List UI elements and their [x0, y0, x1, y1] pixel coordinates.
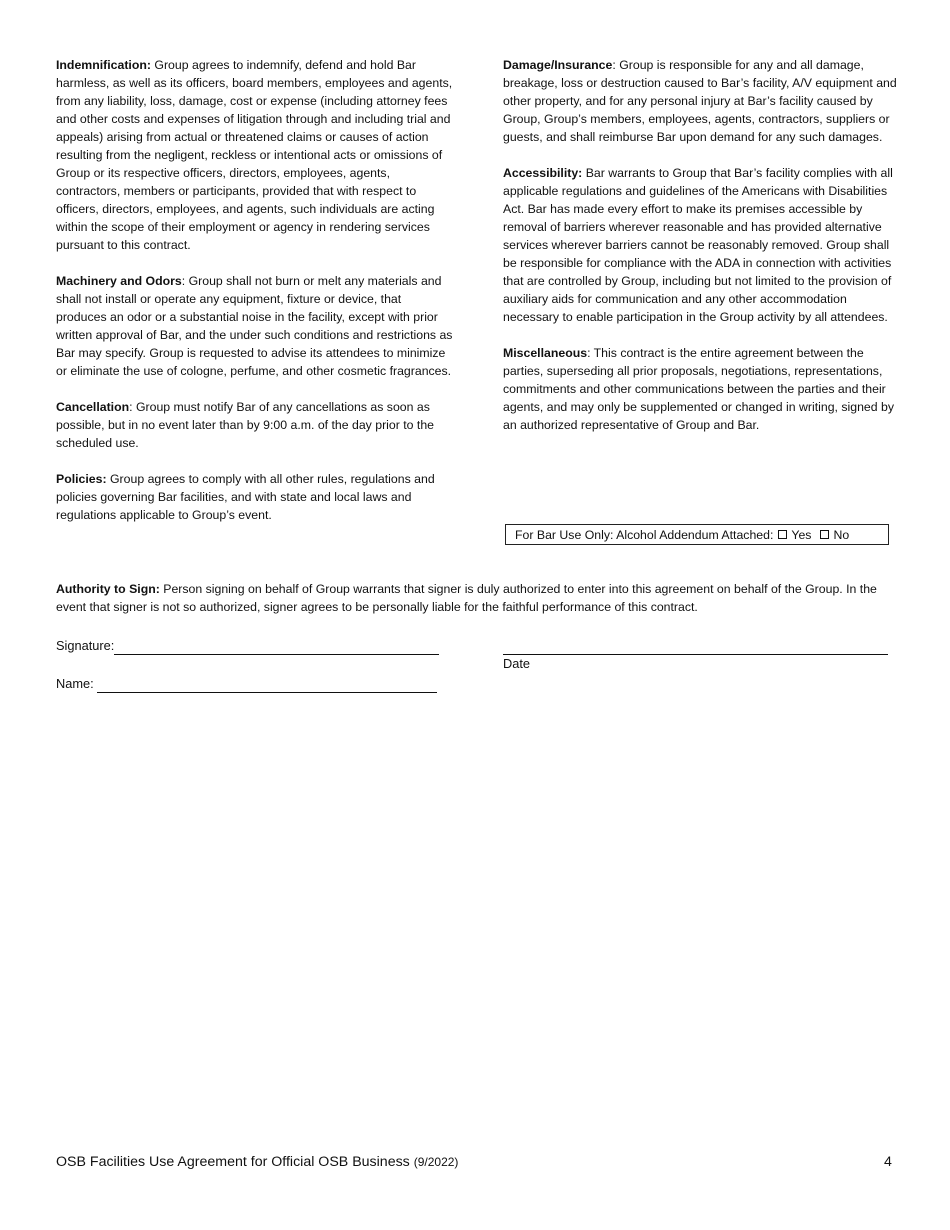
- alcohol-yes-checkbox[interactable]: [778, 530, 787, 539]
- paragraph-text: : This contract is the entire agreement between the parties, superseding all prior proposals, negotiations, representations, commitments and other communications between the parties and their agents, and may only be supplemented or changed in writing, signed by an authorized representative of Group and Bar.: [503, 346, 895, 432]
- policies-paragraph: [56, 470, 454, 524]
- name-label: Name:: [56, 676, 98, 691]
- signature-label: Signature:: [56, 638, 115, 653]
- paragraph-text: Person signing on behalf of Group warrants that signer is duly authorized to enter into this agreement on behalf of the Group. In the event that signer is not so authorized, signer agrees to be personally liable for the faithful performance of this contract.: [56, 582, 877, 614]
- alcohol-no-checkbox[interactable]: [820, 530, 829, 539]
- date-label-row: [503, 655, 530, 673]
- bar-use-label: For Bar Use Only: Alcohol Addendum Attached:: [515, 527, 774, 542]
- date-line[interactable]: [503, 636, 888, 655]
- page-number: 4: [884, 1154, 892, 1170]
- footer-document-title: OSB Facilities Use Agreement for Official OSB Business: [56, 1154, 414, 1170]
- date-label: Date: [503, 656, 531, 671]
- signature-line[interactable]: [114, 636, 439, 655]
- paragraph-text: Bar warrants to Group that Bar’s facility complies with all applicable regulations and guidelines of the Americans with Disabilities Act. Bar has made every effort to make its premises accessible by removal of barriers wherever reasonable and has provided alternative services wherever barriers cannot be reasonably removed. Group shall be responsible for compliance with the ADA in connection with activities that are controlled by Group, including but not limited to the provision of auxiliary aids for communication and any other accommodation necessary to enable participation in the Group activity by all attendees.: [503, 166, 893, 324]
- paragraph-text: : Group is responsible for any and all damage, breakage, loss or destruction caused to Bar’s facility, A/V equipment and other property, and for any personal injury at Bar’s facility caused by Group, Group’s members, employees, agents, contractors, suppliers or guests, and shall reimburse Bar upon demand for any such damages.: [503, 58, 897, 144]
- authority-paragraph: [56, 580, 896, 616]
- accessibility-paragraph: [503, 164, 898, 326]
- paragraph-heading: Accessibility:: [503, 166, 583, 180]
- footer-revision-date: (9/2022): [413, 1155, 459, 1169]
- paragraph-heading: Authority to Sign:: [56, 582, 160, 596]
- paragraph-text: : Group must notify Bar of any cancellations as soon as possible, but in no event later than by 9:00 a.m. of the day prior to the scheduled use.: [56, 400, 435, 450]
- paragraph-heading: Damage/Insurance: [503, 58, 613, 72]
- paragraph-heading: Miscellaneous: [503, 346, 588, 360]
- name-row: [56, 674, 437, 693]
- paragraph-text: Group agrees to indemnify, defend and hold Bar harmless, as well as its officers, board members, employees and agents, from any liability, loss, damage, cost or expense (including attorney fees and other costs and expenses of litigation through and including trial and appeals) arising from actual or threatened claims or causes of action resulting from the negligent, reckless or intentional acts or omissions of Group or its respective officers, directors, employees, agents, contractors, members or participants, provided that with respect to officers, directors, employees, and agents, such individuals are acting within the scope of their employment or agency in rendering services pursuant to this contract.: [56, 58, 453, 252]
- paragraph-text: : Group shall not burn or melt any materials and shall not install or operate any equipment, fixture or device, that produces an odor or a substantial noise in the facility, except with prior written approval of Bar, and the under such conditions and restrictions as Bar may specify. Group is requested to advise its attendees to minimize or eliminate the use of cologne, perfume, and other cosmetic fragrances.: [56, 274, 453, 378]
- signature-row: [56, 636, 439, 655]
- paragraph-heading: Cancellation: [56, 400, 130, 414]
- alcohol-yes-label: Yes: [791, 527, 812, 542]
- indemnification-paragraph: [56, 56, 454, 254]
- machinery-paragraph: [56, 272, 454, 380]
- cancellation-paragraph: [56, 398, 454, 452]
- left-column: [56, 56, 454, 542]
- miscellaneous-paragraph: [503, 344, 898, 434]
- damage-insurance-paragraph: [503, 56, 898, 146]
- paragraph-heading: Policies:: [56, 472, 107, 486]
- footer-title: [56, 1153, 458, 1171]
- bar-use-only-box: [505, 524, 889, 545]
- alcohol-no-label: No: [833, 527, 850, 542]
- date-line-row: [503, 636, 888, 655]
- paragraph-text: Group agrees to comply with all other rules, regulations and policies governing Bar facilities, and with state and local laws and regulations applicable to Group’s event.: [56, 472, 435, 522]
- right-column: [503, 56, 898, 452]
- name-line[interactable]: [97, 674, 437, 693]
- paragraph-heading: Indemnification:: [56, 58, 151, 72]
- paragraph-heading: Machinery and Odors: [56, 274, 182, 288]
